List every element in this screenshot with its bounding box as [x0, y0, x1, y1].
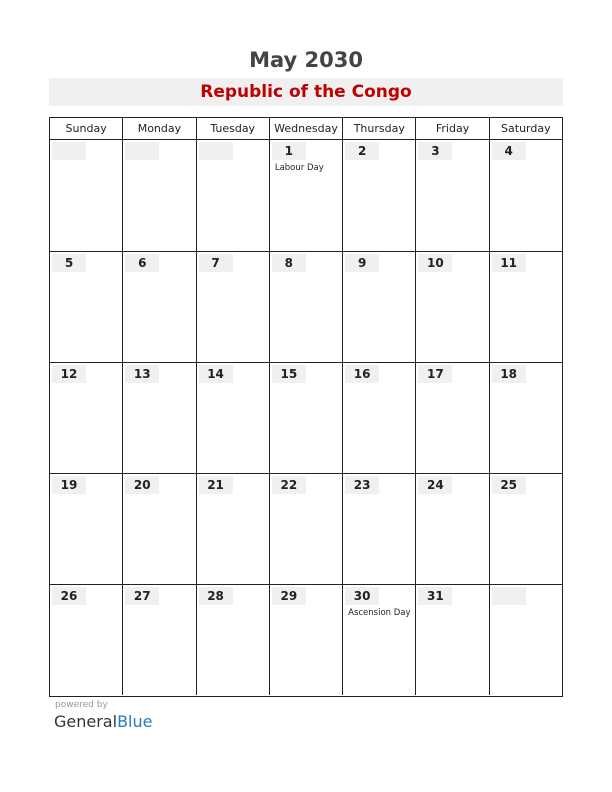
day-number: [492, 587, 526, 605]
day-cell: [415, 140, 488, 251]
weekday-wednesday: Wednesday: [269, 118, 342, 139]
day-number: 18: [492, 365, 526, 383]
day-cell: [50, 474, 122, 584]
week-row: [50, 473, 562, 584]
day-number: 2: [345, 142, 379, 160]
day-number: 31: [418, 587, 452, 605]
weekday-sunday: Sunday: [65, 122, 107, 135]
day-cell: [342, 363, 415, 473]
day-number: 12: [52, 365, 86, 383]
week-row: [50, 362, 562, 473]
day-cell: [342, 585, 415, 695]
brand-blue-text: Blue: [117, 712, 153, 731]
day-cell: [269, 585, 342, 695]
day-cell: [50, 363, 122, 473]
day-number: [125, 142, 159, 160]
day-cell: [122, 252, 195, 362]
day-number: 6: [125, 254, 159, 272]
day-cell: [489, 585, 562, 695]
day-number: 21: [199, 476, 233, 494]
day-number: 11: [492, 254, 526, 272]
day-cell: [489, 252, 562, 362]
weekday-header-row: [50, 118, 562, 140]
day-cell: [489, 140, 562, 251]
brand-general-text: General: [54, 712, 118, 731]
day-cell: [122, 363, 195, 473]
day-number: 1: [272, 142, 306, 160]
week-row: [50, 584, 562, 695]
day-cell: [50, 140, 122, 251]
day-number: 8: [272, 254, 306, 272]
day-number: 26: [52, 587, 86, 605]
weekday-thursday: Thursday: [342, 118, 415, 139]
week-row: [50, 140, 562, 251]
day-cell: [122, 474, 195, 584]
day-number: 27: [125, 587, 159, 605]
day-number: 24: [418, 476, 452, 494]
day-cell: [122, 140, 195, 251]
day-number: [199, 142, 233, 160]
day-number: 29: [272, 587, 306, 605]
day-cell: [269, 363, 342, 473]
day-cell: [415, 474, 488, 584]
weekday-saturday: Saturday: [489, 118, 562, 139]
day-number: 7: [199, 254, 233, 272]
day-number: 15: [272, 365, 306, 383]
day-number: 14: [199, 365, 233, 383]
country-banner: [49, 78, 563, 106]
day-cell: [489, 363, 562, 473]
day-cell: [415, 363, 488, 473]
day-number: 13: [125, 365, 159, 383]
page-title: May 2030: [249, 48, 363, 72]
holiday-label: Ascension Day: [348, 608, 411, 618]
day-number: 22: [272, 476, 306, 494]
day-number: 16: [345, 365, 379, 383]
day-cell: [122, 585, 195, 695]
day-cell: [196, 363, 269, 473]
calendar-grid: [49, 117, 563, 697]
day-number: 19: [52, 476, 86, 494]
day-cell: [269, 474, 342, 584]
day-cell: [196, 585, 269, 695]
powered-by-label: powered by: [55, 700, 108, 710]
day-cell: [196, 474, 269, 584]
day-number: 23: [345, 476, 379, 494]
day-number: 3: [418, 142, 452, 160]
day-number: 4: [492, 142, 526, 160]
day-cell: [269, 252, 342, 362]
day-cell: [489, 474, 562, 584]
weeks-container: [50, 140, 562, 695]
day-cell: [342, 252, 415, 362]
day-cell: [196, 252, 269, 362]
day-cell: [342, 140, 415, 251]
weekday-tuesday: Tuesday: [196, 118, 269, 139]
day-cell: [269, 140, 342, 251]
day-number: 10: [418, 254, 452, 272]
day-number: 28: [199, 587, 233, 605]
day-number: [52, 142, 86, 160]
day-cell: [50, 585, 122, 695]
day-cell: [196, 140, 269, 251]
day-cell: [415, 252, 488, 362]
day-number: 5: [52, 254, 86, 272]
holiday-label: Labour Day: [274, 163, 324, 173]
weekday-friday: Friday: [415, 118, 488, 139]
week-row: [50, 251, 562, 362]
weekday-monday: Monday: [122, 118, 195, 139]
day-number: 25: [492, 476, 526, 494]
day-cell: [50, 252, 122, 362]
day-number: 9: [345, 254, 379, 272]
day-number: 20: [125, 476, 159, 494]
day-number: 30: [345, 587, 379, 605]
day-cell: [342, 474, 415, 584]
brand-logo: [54, 712, 152, 731]
day-cell: [415, 585, 488, 695]
country-name: Republic of the Congo: [200, 82, 412, 102]
day-number: 17: [418, 365, 452, 383]
